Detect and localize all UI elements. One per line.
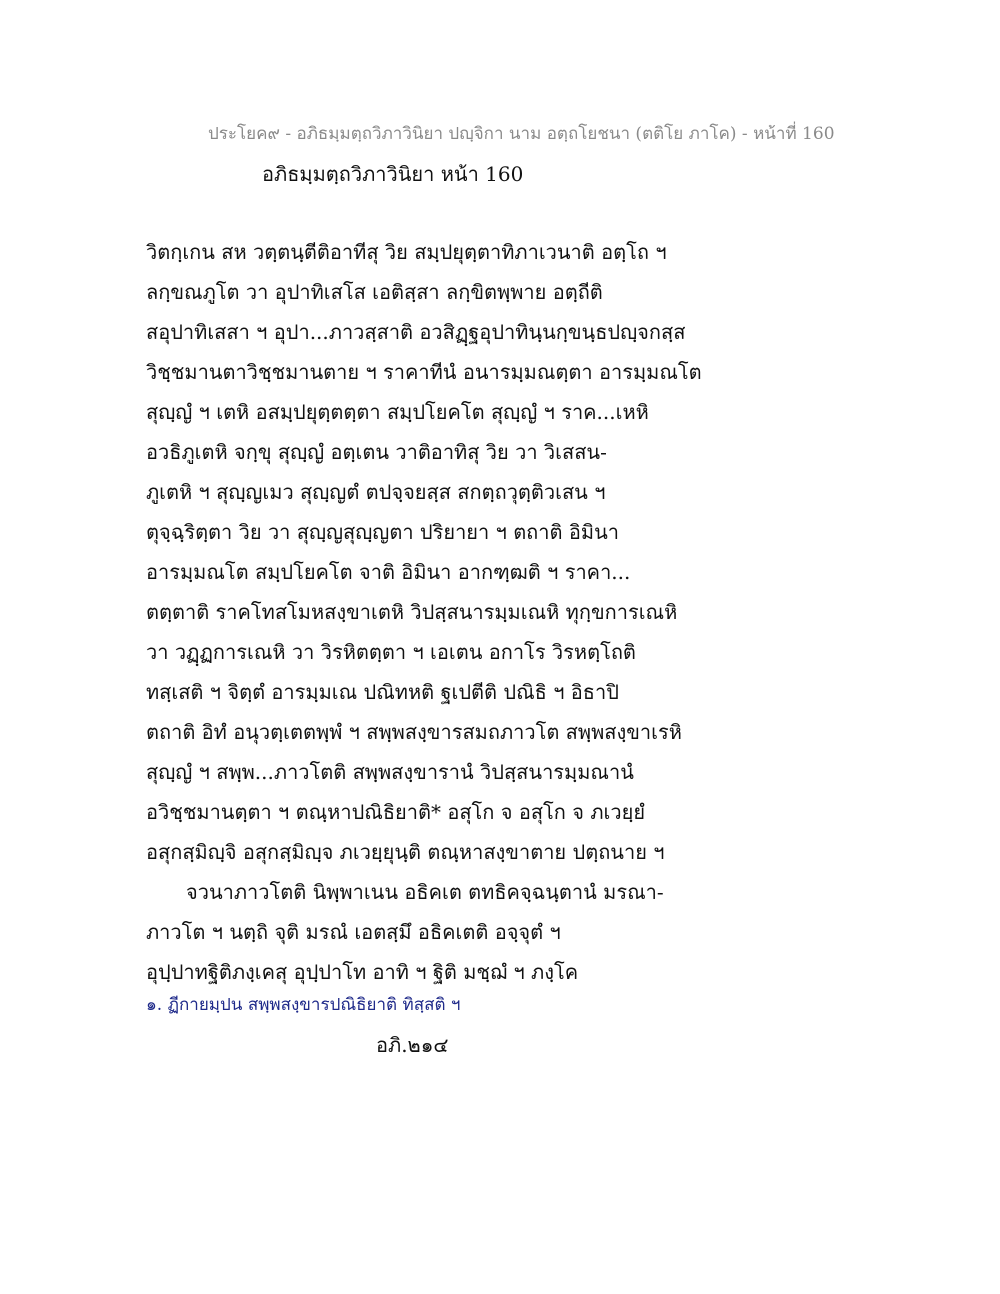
body-text: [146, 232, 706, 992]
text-line: วา วฏฺฏการเณหิ วา วิรหิตตฺตา ฯ เอเตน อกาโร วิรหตฺโถติ: [146, 640, 636, 664]
text-line: ทสฺเสติ ฯ จิตฺตํ อารมฺมเณ ปณิทหติ ฐเปตีติ ปณิธิ ฯ อิธาปิ: [146, 680, 619, 704]
text-line: สอุปาทิเสสา ฯ อุปา...ภาวสฺสาติ อวสิฏฺฐอุปาทินฺนกฺขนฺธปญฺจกสฺส: [146, 320, 686, 344]
text-line-paragraph-start: จวนาภาวโตติ นิพฺพาเนน อธิคเต ตทธิคจฺฉนฺตานํ มรณา-: [186, 880, 664, 904]
page-number: อภิ.๒๑๔: [376, 1033, 449, 1057]
running-header: ประโยค๙ - อภิธมฺมตฺถวิภาวินิยา ปญฺจิกา นาม อตฺถโยชนา (ตติโย ภาโค) - หน้าที่ 160: [208, 124, 835, 144]
text-line: วิชฺชมานตาวิชฺชมานตาย ฯ ราคาทีนํ อนารมฺมณตฺตา อารมฺมณโต: [146, 360, 702, 384]
text-line: ภูเตหิ ฯ สุญฺญเมว สุญฺญตํ ตปจฺจยสฺส สกตฺถวุตฺติวเสน ฯ: [146, 480, 606, 504]
text-line: สุญฺญํ ฯ เตหิ อสมฺปยุตฺตตฺตา สมฺปโยคโต สุญฺญํ ฯ ราค...เหหิ: [146, 400, 649, 424]
text-line: ตุจฺฉฺริตฺตา วิย วา สุญฺญสุญฺญตา ปริยายา ฯ ตถาติ อิมินา: [146, 520, 619, 544]
text-line: ตถาติ อิทํ อนุวตฺเตตพฺพํ ฯ สพฺพสงฺขารสมถภาวโต สพฺพสงฺขาเรหิ: [146, 720, 682, 744]
text-line: อวธิภูเตหิ จกฺขุ สุญฺญํ อตฺเตน วาติอาทิสุ วิย วา วิเสสน-: [146, 440, 607, 464]
footnote: ๑. ฏีกายมฺปน สพฺพสงฺขารปณิธิยาติ ทิสฺสติ ฯ: [146, 995, 461, 1015]
text-line: สุญฺญํ ฯ สพฺพ...ภาวโตติ สพฺพสงฺขารานํ วิปสฺสนารมฺมณานํ: [146, 760, 634, 784]
text-line: ตตฺตาติ ราคโทสโมหสงฺขาเตหิ วิปสฺสนารมฺมเณหิ ทุกฺขการเณหิ: [146, 600, 678, 624]
text-line: อารมฺมณโต สมฺปโยคโต จาติ อิมินา อากฑฺฒติ ฯ ราคา...: [146, 560, 631, 584]
text-line: อวิชฺชมานตฺตา ฯ ตณฺหาปณิธิยาติ* อสุโก จ อสุโก จ ภเวยฺยํ: [146, 800, 646, 824]
text-line: ภาวโต ฯ นตฺถิ จุติ มรณํ เอตสฺมึ อธิคเตติ อจฺจุตํ ฯ: [146, 920, 561, 944]
text-line: ลกฺขณภูโต วา อุปาทิเสโส เอติสฺสา ลกฺขิตพฺพาย อตฺถีติ: [146, 280, 603, 304]
text-line: อุปฺปาทฐิติภงฺเคสุ อุปฺปาโท อาทิ ฯ ฐิติ มชฺฌํ ฯ ภงฺโค: [146, 960, 579, 984]
page-title: อภิธมฺมตฺถวิภาวินิยา หน้า 160: [262, 162, 524, 186]
text-line: วิตกฺเกน สห วตฺตนฺตีติอาทีสุ วิย สมฺปยุตฺตาทิภาเวนาติ อตฺโถ ฯ: [146, 240, 667, 264]
text-line: อสุกสฺมิญฺจิ อสุกสฺมิญฺจ ภเวยฺยุนฺติ ตณฺหาสงฺขาตาย ปตฺถนาย ฯ: [146, 840, 665, 864]
